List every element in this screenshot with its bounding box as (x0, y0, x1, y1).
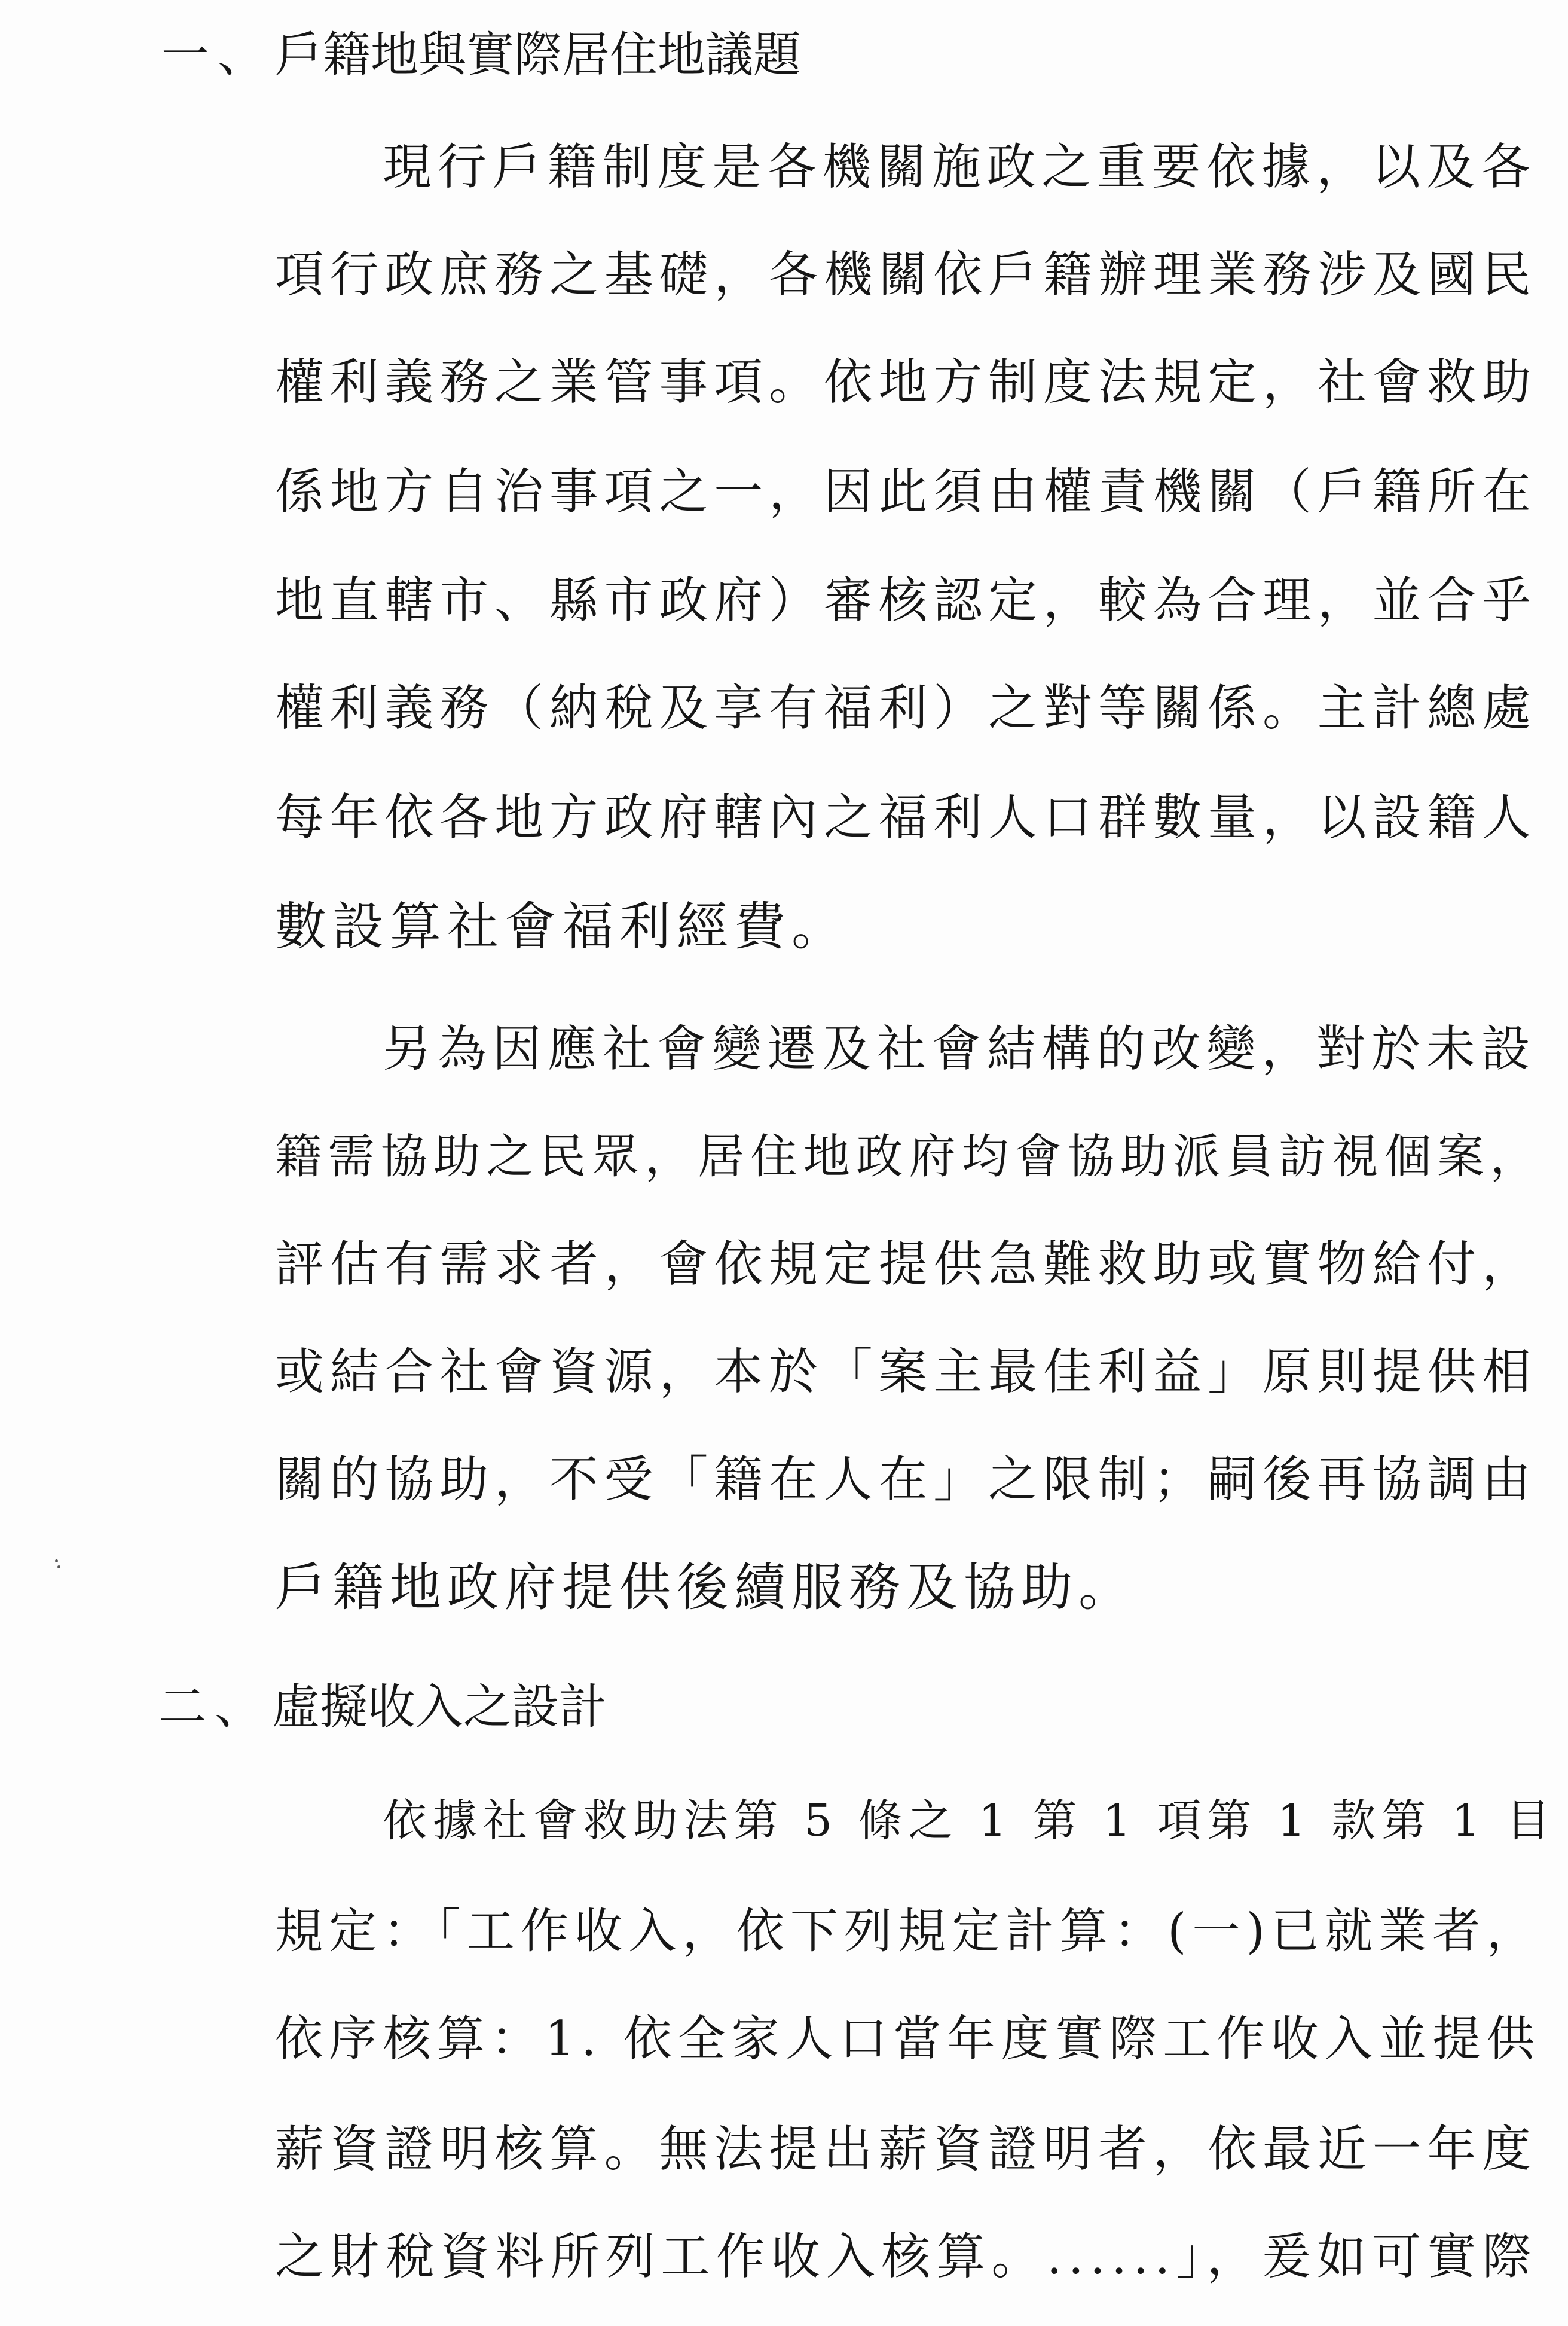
paragraph-line: 另為因應社會變遷及社會結構的改變，對於未設 (383, 1021, 1536, 1077)
paragraph-line: 或結合社會資源，本於「案主最佳利益」原則提供相 (275, 1344, 1537, 1400)
paragraph-line: 戶籍地政府提供後續服務及協助。 (275, 1558, 1136, 1617)
paragraph-line: 權利義務（納稅及享有福利）之對等關係。主計總處 (275, 680, 1537, 737)
section-2-title: 虛擬收入之設計 (272, 1679, 607, 1735)
paragraph-line: 數設算社會福利經費。 (275, 897, 849, 957)
paragraph-line: 籍需協助之民眾，居住地政府均會協助派員訪視個案， (275, 1130, 1543, 1184)
section-1-heading (161, 25, 801, 85)
paragraph-line: 規定：「工作收入，依下列規定計算：(一)已就業者， (275, 1903, 1541, 1959)
paragraph-line: 項行政庶務之基礎，各機關依戶籍辦理業務涉及國民 (275, 246, 1537, 303)
section-1-title: 戶籍地與實際居住地議題 (275, 27, 801, 83)
paragraph-line: 薪資證明核算。無法提出薪資證明者，依最近一年度 (275, 2121, 1537, 2178)
section-2-heading (158, 1677, 607, 1737)
paragraph-line: 評估有需求者，會依規定提供急難救助或實物給付， (275, 1236, 1537, 1293)
paragraph-line: 地直轄市、縣市政府）審核認定，較為合理，並合乎 (275, 572, 1537, 629)
paragraph-line: 依據社會救助法第 5 條之 1 第 1 項第 1 款第 1 目 (383, 1795, 1557, 1846)
paragraph-line: 係地方自治事項之一，因此須由權責機關（戶籍所在 (275, 463, 1537, 520)
paragraph-line: 依序核算：1. 依全家人口當年度實際工作收入並提供 (275, 2011, 1541, 2066)
paragraph-line: 現行戶籍制度是各機關施政之重要依據，以及各 (383, 139, 1536, 196)
scan-speck (57, 1565, 60, 1568)
section-2-number: 二、 (158, 1679, 271, 1735)
paragraph-line: 之財稅資料所列工作收入核算。......」，爰如可實際 (275, 2229, 1538, 2285)
scan-speck (55, 1559, 58, 1562)
paragraph-line: 每年依各地方政府轄內之福利人口群數量，以設籍人 (275, 789, 1537, 846)
paragraph-line: 權利義務之業管事項。依地方制度法規定，社會救助 (275, 354, 1537, 411)
section-1-number: 一、 (161, 27, 274, 83)
paragraph-line: 關的協助，不受「籍在人在」之限制；嗣後再協調由 (275, 1451, 1537, 1508)
